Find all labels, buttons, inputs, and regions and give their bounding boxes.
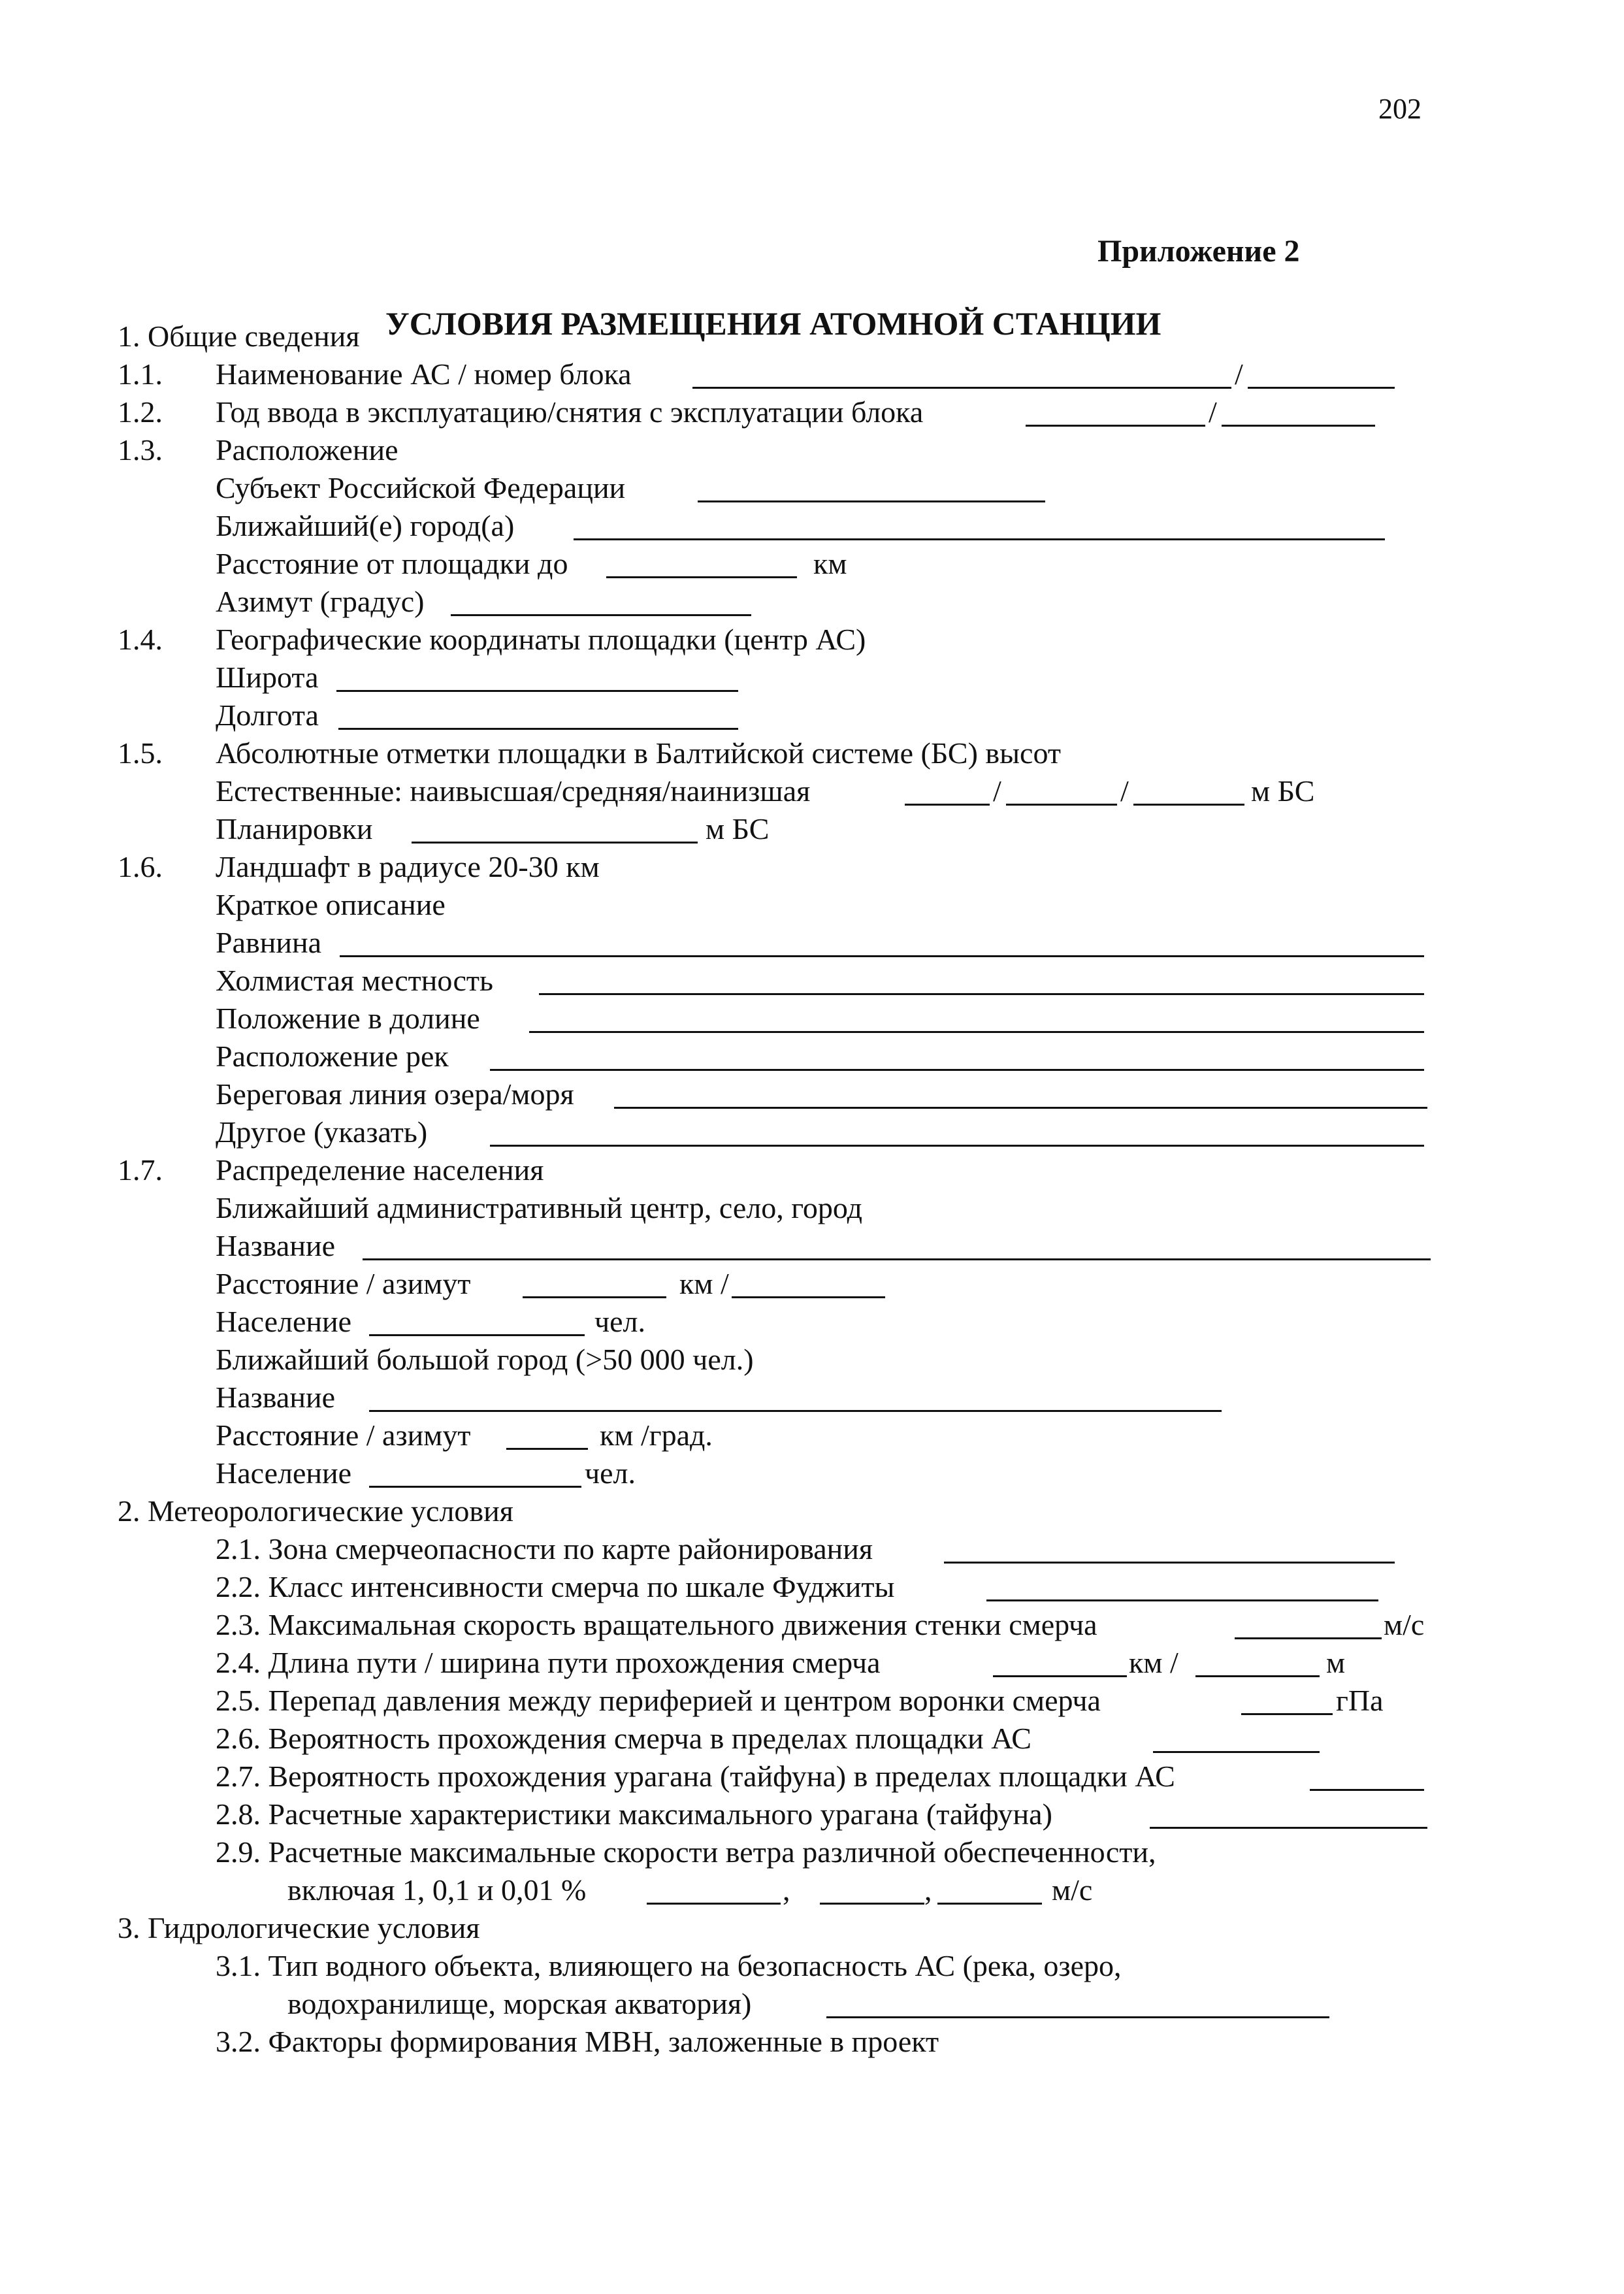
blank-field[interactable] <box>1222 425 1375 427</box>
form-line-label: 1. Общие сведения <box>118 320 360 353</box>
form-line-label: Положение в долине <box>216 1002 480 1035</box>
blank-field[interactable] <box>944 1562 1395 1564</box>
unit-label: м/с <box>1384 1608 1425 1641</box>
blank-field[interactable] <box>905 804 990 806</box>
blank-field[interactable] <box>363 1258 1431 1260</box>
field-separator: / <box>1209 395 1217 429</box>
form-line-label: Ближайший большой город (>50 000 чел.) <box>216 1343 754 1376</box>
blank-field[interactable] <box>647 1903 781 1905</box>
form-line-label: Наименование АС / номер блока <box>216 357 632 391</box>
form-line-label: Год ввода в эксплуатацию/снятия с эксплуатации блока <box>216 395 924 429</box>
appendix-label: Приложение 2 <box>1097 234 1300 269</box>
form-line-label: Субъект Российской Федерации <box>216 471 626 504</box>
blank-field[interactable] <box>490 1069 1424 1071</box>
form-line-label: Расстояние / азимут <box>216 1267 471 1300</box>
form-line-label: 3.1. Тип водного объекта, влияющего на безопасность АС (река, озеро, <box>216 1949 1122 1982</box>
field-separator: / <box>993 774 1001 808</box>
document-title: УСЛОВИЯ РАЗМЕЩЕНИЯ АТОМНОЙ СТАНЦИИ <box>385 305 1161 342</box>
form-line-label: 2. Метеорологические условия <box>118 1494 513 1528</box>
form-line-label: Расстояние от площадки до <box>216 547 568 580</box>
form-line-label: 2.1. Зона смерчеопасности по карте районирования <box>216 1532 873 1565</box>
unit-label: км / <box>679 1267 729 1300</box>
item-number: 1.4. <box>118 623 163 656</box>
blank-field[interactable] <box>1235 1637 1382 1639</box>
item-number: 1.1. <box>118 357 163 391</box>
form-line-label: Береговая линия озера/моря <box>216 1077 574 1111</box>
blank-field[interactable] <box>336 690 738 692</box>
form-line-label: 2.6. Вероятность прохождения смерча в пределах площадки АС <box>216 1722 1031 1755</box>
form-line-label: Население <box>216 1305 352 1338</box>
unit-label: чел. <box>585 1456 636 1490</box>
blank-field[interactable] <box>340 955 1424 957</box>
blank-field[interactable] <box>369 1486 581 1488</box>
blank-field[interactable] <box>1026 425 1205 427</box>
blank-field[interactable] <box>1133 804 1244 806</box>
form-line-label: Расположение <box>216 433 398 467</box>
form-line-label: Расстояние / азимут <box>216 1418 471 1452</box>
unit-label: м/с <box>1052 1873 1093 1907</box>
form-line-label: 2.4. Длина пути / ширина пути прохождения смерча <box>216 1646 881 1679</box>
blank-field[interactable] <box>1195 1675 1320 1677</box>
unit-label: м БС <box>1251 774 1315 808</box>
form-line-label: 2.7. Вероятность прохождения урагана (тайфуна) в пределах площадки АС <box>216 1760 1175 1793</box>
unit-label: , <box>783 1873 790 1907</box>
blank-field[interactable] <box>369 1410 1222 1412</box>
form-line-label: Ближайший административный центр, село, город <box>216 1191 862 1224</box>
blank-field[interactable] <box>338 728 738 730</box>
blank-field[interactable] <box>1150 1827 1427 1829</box>
form-line-label: 2.3. Максимальная скорость вращательного движения стенки смерча <box>216 1608 1097 1641</box>
blank-field[interactable] <box>539 993 1424 995</box>
item-number: 1.5. <box>118 736 163 770</box>
blank-field[interactable] <box>523 1296 666 1298</box>
blank-field[interactable] <box>732 1296 885 1298</box>
blank-field[interactable] <box>574 538 1385 540</box>
unit-label: км <box>813 547 847 580</box>
form-line-label: Население <box>216 1456 352 1490</box>
unit-label: , <box>924 1873 932 1907</box>
blank-field[interactable] <box>826 2016 1329 2018</box>
blank-field[interactable] <box>1310 1789 1424 1791</box>
blank-field[interactable] <box>529 1031 1424 1033</box>
item-number: 1.6. <box>118 850 163 883</box>
blank-field[interactable] <box>369 1334 585 1336</box>
form-line-label: Название <box>216 1229 335 1262</box>
blank-field[interactable] <box>937 1903 1042 1905</box>
form-line-label: Ближайший(е) город(а) <box>216 509 515 542</box>
blank-field[interactable] <box>1241 1713 1333 1715</box>
unit-label: м БС <box>706 812 770 845</box>
form-line-label: Географические координаты площадки (центр АС) <box>216 623 866 656</box>
form-line-label: 2.2. Класс интенсивности смерча по шкале Фуджиты <box>216 1570 895 1603</box>
form-line-label: Другое (указать) <box>216 1115 428 1149</box>
unit-label: чел. <box>594 1305 646 1338</box>
form-line-label: Естественные: наивысшая/средняя/наинизшая <box>216 774 811 808</box>
blank-field[interactable] <box>1153 1751 1320 1753</box>
blank-field[interactable] <box>698 500 1045 502</box>
form-line-label: водохранилище, морская акватория) <box>287 1987 752 2020</box>
form-line-label: 2.5. Перепад давления между периферией и центром воронки смерча <box>216 1684 1101 1717</box>
blank-field[interactable] <box>1006 804 1117 806</box>
unit-label: км / <box>1129 1646 1178 1679</box>
unit-label: м <box>1326 1646 1346 1679</box>
form-line-label: 2.8. Расчетные характеристики максимального урагана (тайфуна) <box>216 1797 1052 1831</box>
form-line-label: 3. Гидрологические условия <box>118 1911 480 1944</box>
form-line-label: Широта <box>216 661 319 694</box>
page-number: 202 <box>1378 93 1421 125</box>
form-line-label: 2.9. Расчетные максимальные скорости ветра различной обеспеченности, <box>216 1835 1156 1869</box>
form-line-label: Распределение населения <box>216 1153 544 1187</box>
blank-field[interactable] <box>490 1145 1424 1147</box>
blank-field[interactable] <box>692 387 1231 389</box>
form-line-label: Краткое описание <box>216 888 446 921</box>
form-line-label: Долгота <box>216 698 319 732</box>
form-line-label: включая 1, 0,1 и 0,01 % <box>287 1873 587 1907</box>
form-line-label: Расположение рек <box>216 1040 449 1073</box>
form-line-label: Равнина <box>216 926 321 959</box>
unit-label: гПа <box>1336 1684 1384 1717</box>
unit-label: км /град. <box>600 1418 713 1452</box>
blank-field[interactable] <box>614 1107 1427 1109</box>
blank-field[interactable] <box>606 576 797 578</box>
item-number: 1.3. <box>118 433 163 467</box>
field-separator: / <box>1235 357 1243 391</box>
field-separator: / <box>1120 774 1129 808</box>
item-number: 1.7. <box>118 1153 163 1187</box>
form-line-label: Холмистая местность <box>216 964 494 997</box>
blank-field[interactable] <box>506 1448 588 1450</box>
blank-field[interactable] <box>820 1903 924 1905</box>
blank-field[interactable] <box>986 1599 1378 1601</box>
form-line-label: Планировки <box>216 812 373 845</box>
blank-field[interactable] <box>451 614 751 616</box>
blank-field[interactable] <box>1248 387 1395 389</box>
form-line-label: Абсолютные отметки площадки в Балтийской системе (БС) высот <box>216 736 1061 770</box>
blank-field[interactable] <box>412 842 698 844</box>
item-number: 1.2. <box>118 395 163 429</box>
blank-field[interactable] <box>993 1675 1127 1677</box>
form-line-label: Азимут (градус) <box>216 585 425 618</box>
form-line-label: Ландшафт в радиусе 20-30 км <box>216 850 600 883</box>
form-line-label: Название <box>216 1381 335 1414</box>
form-line-label: 3.2. Факторы формирования МВН, заложенные в проект <box>216 2025 939 2058</box>
